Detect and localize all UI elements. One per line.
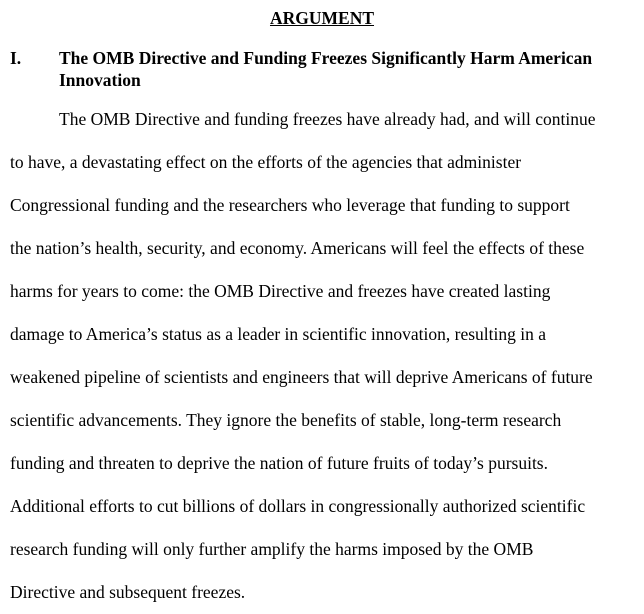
paragraph-line: research funding will only further amplify the harms imposed by the OMB [10,539,534,559]
paragraph-line: funding and threaten to deprive the nation of future fruits of today’s pursuits. [10,453,548,473]
paragraph-line: Congressional funding and the researchers who leverage that funding to support [10,195,570,215]
paragraph-line: weakened pipeline of scientists and engineers that will deprive Americans of future [10,367,593,387]
paragraph-line: Additional efforts to cut billions of dollars in congressionally authorized scientific [10,496,586,516]
paragraph-line: harms for years to come: the OMB Directive and freezes have created lasting [10,281,551,301]
paragraph-line: scientific advancements. They ignore the benefits of stable, long-term research [10,410,562,430]
paragraph-line: the nation’s health, security, and economy. Americans will feel the effects of these [10,238,585,258]
section-number: I. [10,48,22,68]
paragraph-line: The OMB Directive and funding freezes have already had, and will continue [59,109,596,129]
argument-heading: ARGUMENT [269,8,375,28]
paragraph-line: to have, a devastating effect on the efforts of the agencies that administer [10,152,522,172]
paragraph-line: damage to America’s status as a leader in scientific innovation, resulting in a [10,324,547,344]
section-title: The OMB Directive and Funding Freezes Significantly Harm American Innovation [59,48,593,90]
paragraph-line: Directive and subsequent freezes. [10,582,246,602]
body-paragraph [10,98,634,614]
